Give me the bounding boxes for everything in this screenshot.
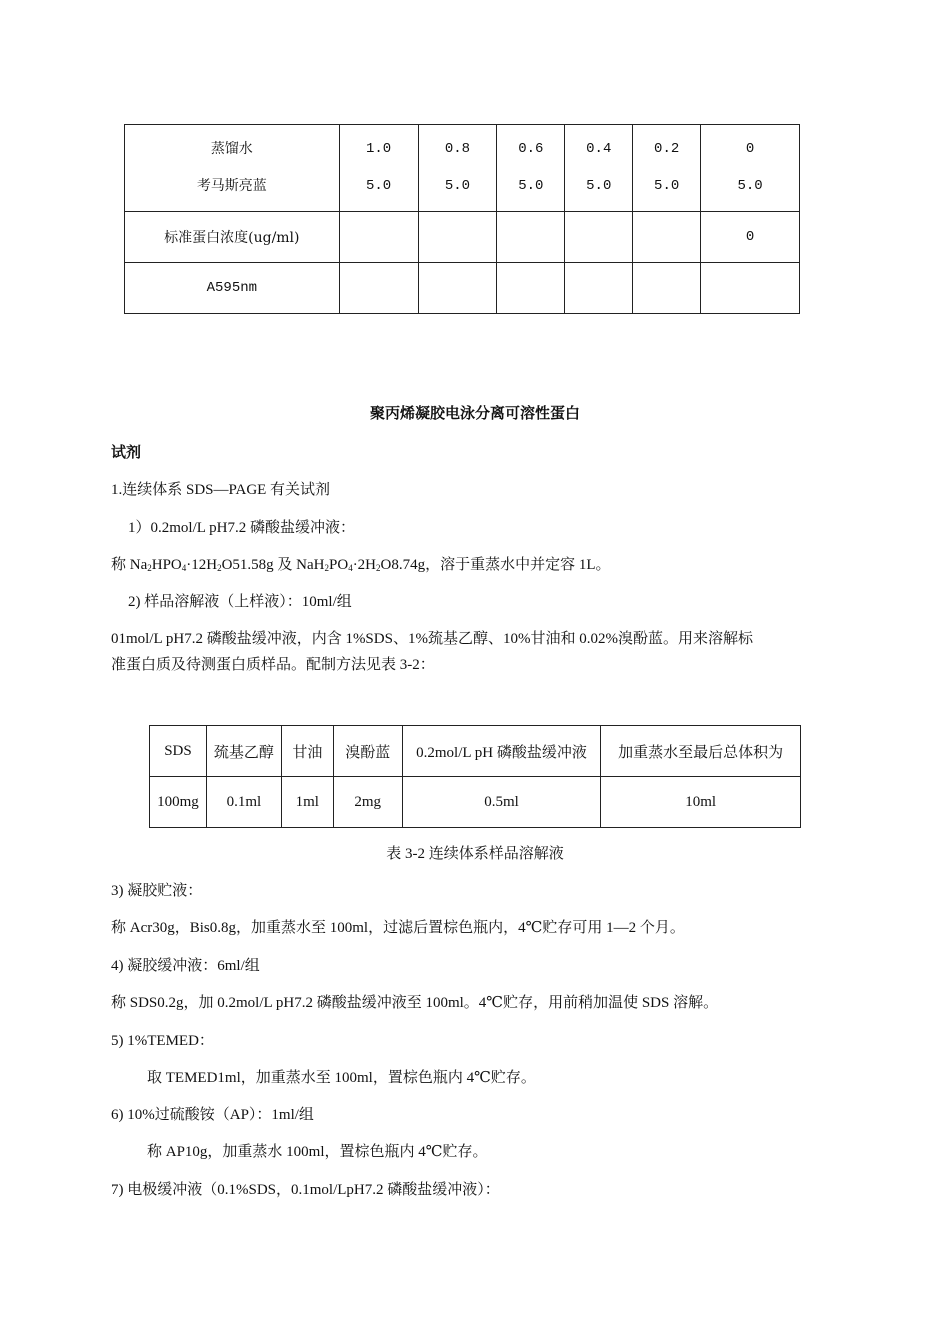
paragraph: 1）0.2mol/L pH7.2 磷酸盐缓冲液： bbox=[128, 520, 355, 536]
table-row bbox=[150, 777, 801, 828]
paragraph: 称 Acr30g，Bis0.8g，加重蒸水至 100ml，过滤后置棕色瓶内，4℃贮存可用 1—2 个月。 bbox=[111, 920, 685, 936]
paragraph: 取 TEMED1ml，加重蒸水至 100ml，置棕色瓶内 4℃贮存。 bbox=[147, 1070, 536, 1086]
label-distilled-water: 蒸馏水 bbox=[210, 141, 253, 157]
table-cell bbox=[565, 263, 633, 314]
paragraph: 01mol/L pH7.2 磷酸盐缓冲液，内含 1%SDS、1%巯基乙醇、10%甘油和 0.02%溴酚蓝。用来溶解标 bbox=[111, 631, 753, 647]
paragraph: 6) 10%过硫酸铵（AP）：1ml/组 bbox=[111, 1107, 314, 1123]
table-cell bbox=[497, 263, 565, 314]
paragraph: 准蛋白质及待测蛋白质样品。配制方法见表 3-2： bbox=[111, 657, 435, 673]
table-cell: 0 5.0 bbox=[701, 125, 800, 212]
row-label: 标准蛋白浓度(ug/ml) bbox=[125, 212, 340, 263]
table-row bbox=[125, 125, 800, 212]
standard-curve-table bbox=[124, 124, 800, 314]
table-cell: 0.6 5.0 bbox=[497, 125, 565, 212]
table-cell: 10ml bbox=[601, 777, 801, 828]
paragraph: 7) 电极缓冲液（0.1%SDS，0.1mol/LpH7.2 磷酸盐缓冲液）： bbox=[111, 1182, 500, 1198]
reagents-heading: 试剂 bbox=[111, 445, 142, 461]
table-cell: 100mg bbox=[150, 777, 207, 828]
paragraph: 1.连续体系 SDS—PAGE 有关试剂 bbox=[111, 482, 331, 498]
paragraph: 2) 样品溶解液（上样液）：10ml/组 bbox=[128, 594, 352, 610]
table-cell: 0.1ml bbox=[206, 777, 281, 828]
table-cell: 0.4 5.0 bbox=[565, 125, 633, 212]
table-row bbox=[125, 212, 800, 263]
table-cell: 0 bbox=[701, 212, 800, 263]
table-header-row bbox=[150, 726, 801, 777]
table-cell bbox=[497, 212, 565, 263]
column-header: 0.2mol/L pH 磷酸盐缓冲液 bbox=[402, 726, 601, 777]
column-header: SDS bbox=[150, 726, 207, 777]
paragraph: 称 $Na_2HPO_4\cdot 12H_2O51.58g$ 及 $NaH_2PO_4\cdot 2H_2O8.74g$，溶于重蒸水中并定容 1L。 bbox=[111, 557, 611, 573]
paragraph: 3) 凝胶贮液： bbox=[111, 883, 203, 899]
table-caption: 表 3-2 连续体系样品溶解液 bbox=[386, 846, 564, 862]
table-row bbox=[125, 263, 800, 314]
row-label bbox=[125, 125, 340, 212]
table-cell bbox=[633, 212, 701, 263]
column-header: 加重蒸水至最后总体积为 bbox=[601, 726, 801, 777]
table-cell: 0.8 5.0 bbox=[418, 125, 497, 212]
table-cell: 0.5ml bbox=[402, 777, 601, 828]
table-cell bbox=[633, 263, 701, 314]
paragraph: 称 AP10g，加重蒸水 100ml，置棕色瓶内 4℃贮存。 bbox=[147, 1144, 488, 1160]
table-cell bbox=[339, 263, 418, 314]
paragraph: 5) 1%TEMED： bbox=[111, 1033, 214, 1049]
table-cell: 1.0 5.0 bbox=[339, 125, 418, 212]
section-title: 聚丙烯凝胶电泳分离可溶性蛋白 bbox=[369, 406, 580, 422]
sample-buffer-table bbox=[149, 725, 801, 828]
table-cell bbox=[339, 212, 418, 263]
paragraph: 称 SDS0.2g，加 0.2mol/L pH7.2 磷酸盐缓冲液至 100ml。4℃贮存，用前稍加温使 SDS 溶解。 bbox=[111, 995, 719, 1011]
label-coomassie: 考马斯亮蓝 bbox=[196, 178, 267, 194]
table-cell bbox=[701, 263, 800, 314]
table-cell bbox=[565, 212, 633, 263]
column-header: 溴酚蓝 bbox=[333, 726, 402, 777]
table-cell: 0.2 5.0 bbox=[633, 125, 701, 212]
paragraph: 4) 凝胶缓冲液：6ml/组 bbox=[111, 958, 260, 974]
table-cell: 1ml bbox=[281, 777, 333, 828]
column-header: 巯基乙醇 bbox=[206, 726, 281, 777]
table-cell bbox=[418, 263, 497, 314]
column-header: 甘油 bbox=[281, 726, 333, 777]
table-cell bbox=[418, 212, 497, 263]
row-label: A595nm bbox=[125, 263, 340, 314]
table-cell: 2mg bbox=[333, 777, 402, 828]
